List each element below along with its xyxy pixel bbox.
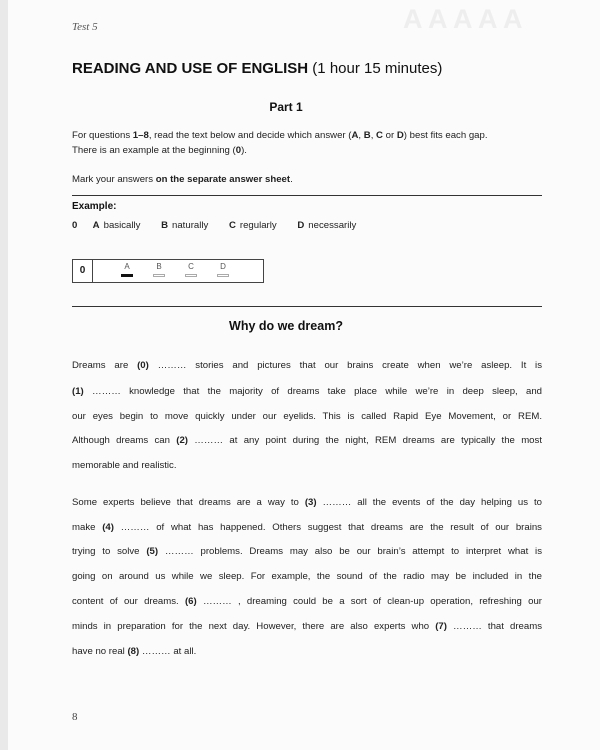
bold-run: 0 [235, 145, 242, 156]
bold-run: (1) [72, 386, 84, 397]
text-run: Some experts believe that dreams are a way to [72, 497, 305, 508]
answer-lozenge-d [216, 262, 230, 277]
article-line [72, 410, 542, 423]
example-answer-box [72, 259, 264, 283]
bold-run: (8) [127, 646, 140, 657]
answer-lozenge-c [184, 262, 198, 277]
bold-run: A [351, 130, 359, 141]
answer-lozenge-a [120, 262, 134, 277]
lozenge-mark [153, 274, 165, 277]
lozenge-letter: B [156, 262, 162, 271]
article-line [72, 434, 542, 447]
bold-run: (0) [137, 360, 149, 371]
bold-run: (5) [146, 546, 159, 557]
text-run: minds in preparation for the next day. However, there are also experts who [72, 621, 436, 632]
bold-run: on the separate answer sheet [155, 174, 291, 185]
text-run: , [358, 130, 364, 141]
article-line [72, 459, 177, 472]
text-run: ……… at all. [139, 646, 197, 657]
bold-run: (2) [176, 435, 188, 446]
bleed-through-text: A A A A A [403, 4, 523, 34]
bold-run: (6) [184, 596, 197, 607]
text-run: ……… of what has happened. Others suggest that dreams are the result of our brains [113, 522, 542, 533]
divider [72, 195, 542, 196]
bold-run: D [396, 130, 404, 141]
option-a [93, 220, 141, 231]
article-line [72, 570, 542, 583]
example-label: Example: [72, 201, 117, 212]
text-run: going on around us while we sleep. For example, the sound of the radio may be included in the [72, 571, 542, 582]
option-text: regularly [239, 220, 277, 231]
article-line [72, 545, 542, 558]
bold-run: (3) [304, 497, 317, 508]
lozenge-letter: A [124, 262, 130, 271]
article-line [72, 385, 542, 398]
instructions-line [72, 128, 542, 143]
text-run: make [72, 522, 103, 533]
text-run: Dreams are [72, 360, 138, 371]
text-run: content of our dreams. [72, 596, 185, 607]
lozenge-mark [121, 274, 133, 277]
answer-box-number: 0 [73, 260, 93, 282]
text-run: or [382, 130, 397, 141]
option-d [297, 220, 356, 231]
lozenge-letter: D [220, 262, 226, 271]
text-run: Mark your answers [72, 174, 156, 185]
text-run: , [370, 130, 377, 141]
option-letter: A [92, 220, 100, 231]
option-c [229, 220, 277, 231]
option-letter: B [161, 220, 169, 231]
article-line [72, 359, 542, 372]
text-run: , read the text below and decide which answer ( [148, 130, 352, 141]
text-run: ……… , dreaming could be a sort of clean-up operation, refreshing our [196, 596, 542, 607]
option-letter: C [228, 220, 236, 231]
text-run: ……… knowledge that the majority of dreams take place while we’re in deep sleep, and [83, 386, 542, 397]
option-b [161, 220, 208, 231]
instructions-line [72, 143, 542, 158]
option-text: necessarily [308, 220, 357, 231]
page-number: 8 [72, 711, 78, 723]
exam-page [8, 0, 600, 750]
text-run: There is an example at the beginning ( [72, 145, 236, 156]
lozenge-mark [185, 274, 197, 277]
option-text: naturally [172, 220, 209, 231]
text-run: . [290, 174, 293, 185]
example-options [72, 220, 374, 231]
bold-run: (4) [102, 522, 114, 533]
text-run: ……… stories and pictures that our brains create when we’re asleep. It is [148, 360, 542, 371]
text-run: ……… problems. Dreams may also be our brain’s attempt to interpret what is [158, 546, 542, 557]
section-heading [72, 60, 442, 77]
lozenge-letter: C [188, 262, 194, 271]
bold-run: (7) [435, 621, 447, 632]
bold-run: 1–8 [132, 130, 149, 141]
instructions-line [72, 172, 542, 187]
text-run: memorable and realistic. [72, 460, 177, 471]
section-duration: (1 hour 15 minutes) [308, 60, 443, 77]
divider [72, 306, 542, 307]
option-letter: D [297, 220, 305, 231]
answer-lozenge-b [152, 262, 166, 277]
text-run: ……… at any point during the night, REM dreams are typically the most [188, 435, 542, 446]
text-run: have no real [72, 646, 128, 657]
text-run: ). [241, 145, 247, 156]
text-run: trying to solve [72, 546, 147, 557]
running-head: Test 5 [72, 21, 98, 33]
text-run: ) best fits each gap. [403, 130, 488, 141]
article-line [72, 496, 542, 509]
text-run: For questions [72, 130, 133, 141]
option-text: basically [103, 220, 141, 231]
section-title: READING AND USE OF ENGLISH [72, 60, 309, 77]
article-title: Why do we dream? [229, 319, 343, 333]
bold-run: B [363, 130, 371, 141]
bold-run: C [376, 130, 383, 141]
lozenge-mark [217, 274, 229, 277]
text-run: ……… that dreams [446, 621, 542, 632]
text-run: our eyes begin to move quickly under our eyelids. This is called Rapid Eye Movement, or REM. [72, 411, 542, 422]
part-title: Part 1 [269, 100, 303, 114]
article-line [72, 595, 542, 608]
text-run: Although dreams can [72, 435, 177, 446]
article-line [72, 620, 542, 633]
example-number: 0 [72, 220, 78, 231]
article-line [72, 645, 196, 658]
text-run: ……… all the events of the day helping us to [316, 497, 542, 508]
article-line [72, 521, 542, 534]
